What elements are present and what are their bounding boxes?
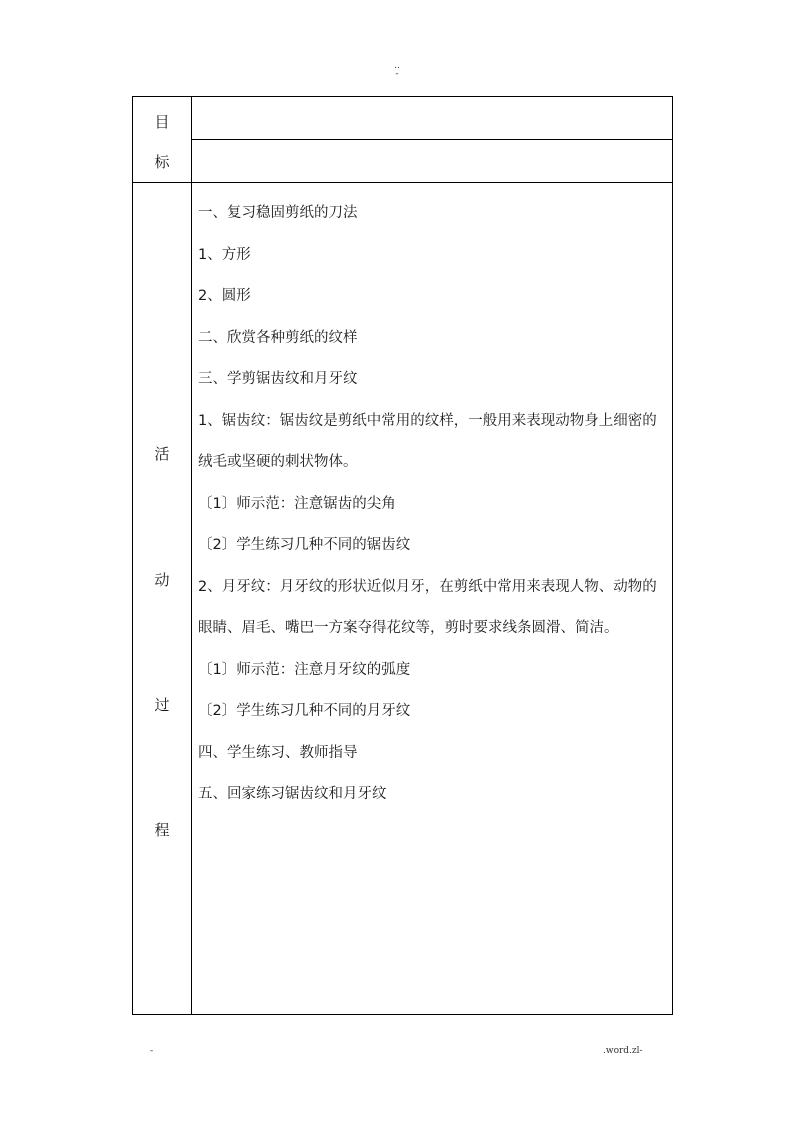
activity-line: 2、圆形 <box>198 288 251 304</box>
activity-label-char-3: 过 <box>154 696 170 714</box>
footer-right-mark: .word.zl- <box>603 1046 643 1056</box>
activity-line: 〔1〕师示范：注意月牙纹的弧度 <box>198 661 411 678</box>
goal-row-1 <box>133 97 673 140</box>
goal-label-cell <box>133 97 192 183</box>
goal-label-char-2: 标 <box>154 153 170 171</box>
lesson-plan-table <box>132 96 673 1015</box>
activity-line: 五、回家练习锯齿纹和月牙纹 <box>198 786 387 802</box>
goal-content-cell-1 <box>192 97 673 140</box>
goal-row-2 <box>133 140 673 183</box>
header-mark-top: .. <box>394 61 400 71</box>
activity-label-char-1: 活 <box>154 445 170 463</box>
footer-left-mark: - <box>150 1046 154 1056</box>
activity-content-cell <box>192 183 673 1015</box>
goal-label-char-1: 目 <box>154 113 170 131</box>
activity-line: 〔2〕学生练习几种不同的月牙纹 <box>198 703 411 719</box>
activity-line: 二、欣赏各种剪纸的纹样 <box>198 329 358 346</box>
activity-paragraph: 2、月牙纹：月牙纹的形状近似月牙，在剪纸中常用来表现人物、动物的眼睛、眉毛、嘴巴一方案夺得花纹等，剪时要求线条圆滑、简洁。 <box>198 578 657 636</box>
goal-content-cell-2 <box>192 140 673 183</box>
activity-label-char-4: 程 <box>154 821 170 839</box>
page-header-mark <box>0 62 794 78</box>
activity-label-cell <box>133 183 192 1015</box>
activity-line: 〔2〕学生练习几种不同的锯齿纹 <box>198 537 411 553</box>
header-mark-bottom: - <box>395 69 399 79</box>
activity-label-char-2: 动 <box>154 571 170 589</box>
activity-lines <box>192 183 672 816</box>
activity-row <box>133 183 673 1015</box>
activity-line: 一、复习稳固剪纸的刀法 <box>198 205 358 221</box>
activity-line: 1、方形 <box>198 246 251 263</box>
activity-paragraph: 1、锯齿纹：锯齿纹是剪纸中常用的纹样，一般用来表现动物身上细密的绒毛或坚硬的刺状物体。 <box>198 412 657 470</box>
activity-line: 〔1〕师示范：注意锯齿的尖角 <box>198 495 396 512</box>
activity-line: 三、学剪锯齿纹和月牙纹 <box>198 371 358 387</box>
activity-line: 四、学生练习、教师指导 <box>198 744 358 761</box>
